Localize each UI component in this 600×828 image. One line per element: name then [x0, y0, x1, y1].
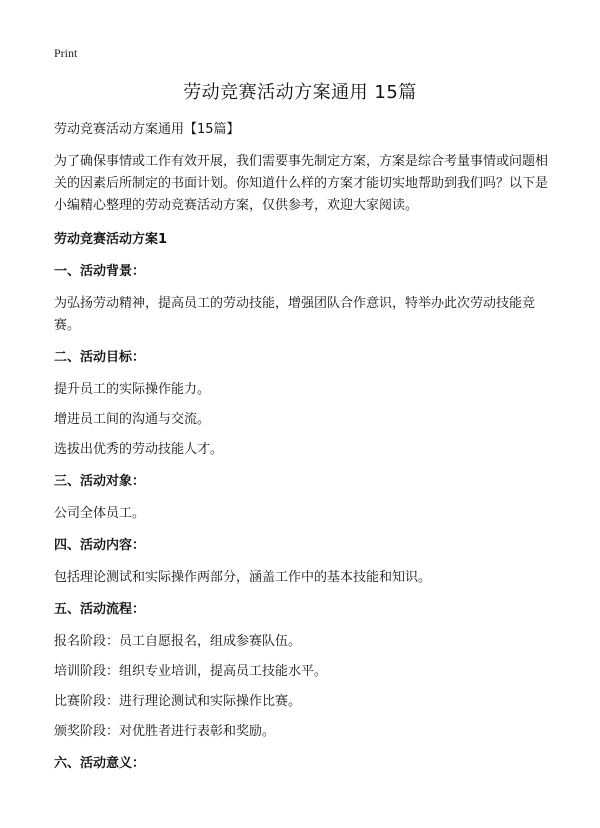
goal-item: 提升员工的实际操作能力。 — [54, 382, 211, 397]
heading-process: 五、活动流程： — [54, 602, 146, 617]
intro-paragraph: 为了确保事情或工作有效开展，我们需要事先制定方案，方案是综合考量事情或问题相关的因素后所制定的书面计划。你知道什么样的方案才能切实地帮助到我们吗？以下是小编精心整理的劳动竞赛活动方案，仅供参考，欢迎大家阅读。 — [54, 154, 549, 213]
process-step: 培训阶段：组织专业培训，提高员工技能水平。 — [54, 664, 328, 679]
document-title: 劳动竞赛活动方案通用 15篇 — [183, 82, 417, 103]
process-step: 比赛阶段：进行理论测试和实际操作比赛。 — [54, 694, 302, 709]
heading-background: 一、活动背景： — [54, 264, 146, 279]
document-subtitle: 劳动竞赛活动方案通用【15篇】 — [54, 122, 240, 137]
print-label[interactable]: Print — [54, 46, 78, 60]
participants-paragraph: 公司全体员工。 — [54, 506, 146, 521]
content-paragraph: 包括理论测试和实际操作两部分，涵盖工作中的基本技能和知识。 — [54, 570, 432, 585]
goal-item: 增进员工间的沟通与交流。 — [54, 412, 211, 427]
heading-significance: 六、活动意义： — [54, 756, 146, 771]
document-body — [54, 119, 554, 785]
heading-participants: 三、活动对象： — [54, 474, 146, 489]
heading-content: 四、活动内容： — [54, 538, 146, 553]
background-paragraph: 为弘扬劳动精神，提高员工的劳动技能，增强团队合作意识，特举办此次劳动技能竞赛。 — [54, 296, 536, 333]
section-title: 劳动竞赛活动方案1 — [54, 232, 168, 247]
process-step: 颁奖阶段：对优胜者进行表彰和奖励。 — [54, 724, 276, 739]
goal-item: 选拔出优秀的劳动技能人才。 — [54, 442, 224, 457]
process-step: 报名阶段：员工自愿报名，组成参赛队伍。 — [54, 634, 302, 649]
heading-goals: 二、活动目标： — [54, 350, 146, 365]
